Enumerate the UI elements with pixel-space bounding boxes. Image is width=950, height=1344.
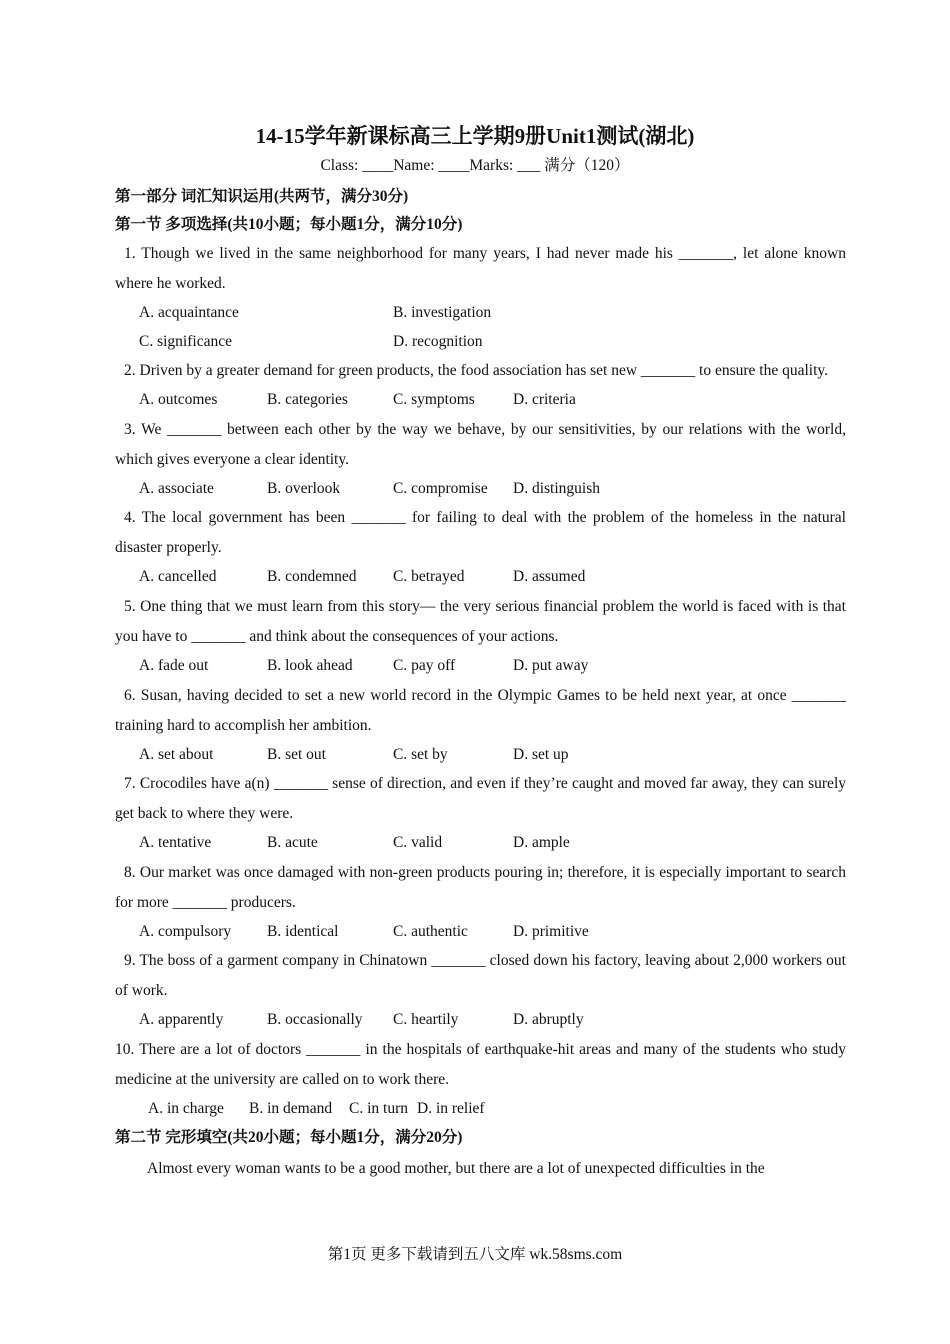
question-3: 3. We _______ between each other by the way we behave, by our sensitivities, by our relations with the world, which gives everyone a clear identity. [115, 420, 846, 468]
question-7-option-a: A. tentative [139, 834, 212, 852]
question-7: 7. Crocodiles have a(n) _______ sense of direction, and even if they’re caught and moved far away, they can surely get back to where they were. [115, 775, 846, 823]
question-7-option-b: B. acute [267, 834, 318, 852]
question-10-option-d: D. in relief [417, 1099, 485, 1117]
question-5-option-c: C. pay off [393, 656, 456, 674]
question-5-option-b: B. look ahead [267, 656, 353, 674]
question-8-option-b: B. identical [267, 922, 339, 940]
question-9-option-b: B. occasionally [267, 1011, 363, 1029]
question-1-options-row-2 [115, 328, 846, 357]
question-2-option-d: D. criteria [513, 391, 576, 409]
question-8-option-d: D. primitive [513, 922, 589, 940]
question-2-option-c: C. symptoms [393, 391, 475, 409]
question-3-option-b: B. overlook [267, 479, 341, 497]
question-2: 2. Driven by a greater demand for green products, the food association has set new _______ to ensure the quality. [124, 362, 829, 380]
question-6-option-c: C. set by [393, 745, 448, 763]
question-1-option-c: C. significance [139, 332, 232, 350]
student-info-line: Class: ____Name: ____Marks: ___ 满分（120） [320, 157, 630, 174]
question-6-option-a: A. set about [139, 745, 214, 763]
question-3-option-d: D. distinguish [513, 479, 600, 497]
page-footer: 第1页 更多下载请到五八文库 wk.58sms.com [327, 1246, 623, 1263]
part1-heading: 第一部分 词汇知识运用(共两节，满分30分) [115, 188, 409, 205]
question-3-options [115, 475, 846, 504]
question-10-option-b: B. in demand [249, 1099, 333, 1117]
question-9-option-c: C. heartily [393, 1011, 459, 1029]
question-4-option-d: D. assumed [513, 568, 586, 586]
question-6-option-d: D. set up [513, 745, 569, 763]
question-10-options [115, 1095, 846, 1124]
question-4-option-b: B. condemned [267, 568, 357, 586]
question-10-option-a: A. in charge [148, 1099, 224, 1117]
question-10-option-c: C. in turn [349, 1099, 408, 1117]
question-1-options-row-1 [115, 299, 846, 328]
question-9: 9. The boss of a garment company in Chinatown _______ closed down his factory, leaving about 2,000 workers out of work. [115, 952, 846, 1000]
question-4: 4. The local government has been _______ for failing to deal with the problem of the homeless in the natural disaster properly. [115, 509, 846, 557]
question-5: 5. One thing that we must learn from this story— the very serious financial problem the world is faced with is that you have to _______ and think about the consequences of your actions. [115, 597, 846, 645]
question-3-option-c: C. compromise [393, 479, 488, 497]
question-8-option-a: A. compulsory [139, 922, 232, 940]
question-1-option-d: D. recognition [393, 332, 483, 350]
question-4-options [115, 563, 846, 592]
question-9-options [115, 1006, 846, 1035]
question-7-option-d: D. ample [513, 834, 570, 852]
question-2-option-b: B. categories [267, 391, 348, 409]
question-1: 1. Though we lived in the same neighborhood for many years, I had never made his _______, let alone known where he worked. [115, 245, 846, 292]
question-10: 10. There are a lot of doctors _______ in the hospitals of earthquake-hit areas and many of the students who study medicine at the university are called on to work there. [115, 1040, 846, 1088]
question-3-option-a: A. associate [139, 479, 214, 497]
question-8-options [115, 918, 846, 947]
question-7-options [115, 829, 846, 858]
question-2-options [115, 386, 846, 415]
page-title: 14-15学年新课标高三上学期9册Unit1测试(湖北) [255, 124, 695, 148]
question-1-option-a: A. acquaintance [139, 304, 239, 321]
question-2-option-a: A. outcomes [139, 391, 218, 409]
question-8: 8. Our market was once damaged with non-green products pouring in; therefore, it is especially important to search for more _______ producers. [115, 863, 846, 911]
question-4-option-a: A. cancelled [139, 568, 217, 586]
question-6: 6. Susan, having decided to set a new world record in the Olympic Games to be held next year, at once _______ training hard to accomplish her ambition. [115, 686, 846, 734]
cloze-passage-start: Almost every woman wants to be a good mother, but there are a lot of unexpected difficulties in the [147, 1159, 765, 1177]
question-5-option-a: A. fade out [139, 656, 209, 674]
question-9-option-a: A. apparently [139, 1011, 224, 1029]
section1-heading: 第一节 多项选择(共10小题；每小题1分，满分10分) [115, 216, 463, 233]
question-6-option-b: B. set out [267, 745, 326, 763]
question-4-option-c: C. betrayed [393, 568, 465, 586]
page-content [115, 183, 846, 1184]
question-8-option-c: C. authentic [393, 922, 468, 940]
question-6-options [115, 741, 846, 770]
question-1-option-b: B. investigation [393, 304, 492, 321]
question-9-option-d: D. abruptly [513, 1011, 584, 1029]
question-5-option-d: D. put away [513, 656, 589, 674]
question-5-options [115, 652, 846, 681]
section2-heading: 第二节 完形填空(共20小题；每小题1分，满分20分) [115, 1128, 463, 1146]
question-7-option-c: C. valid [393, 834, 443, 852]
